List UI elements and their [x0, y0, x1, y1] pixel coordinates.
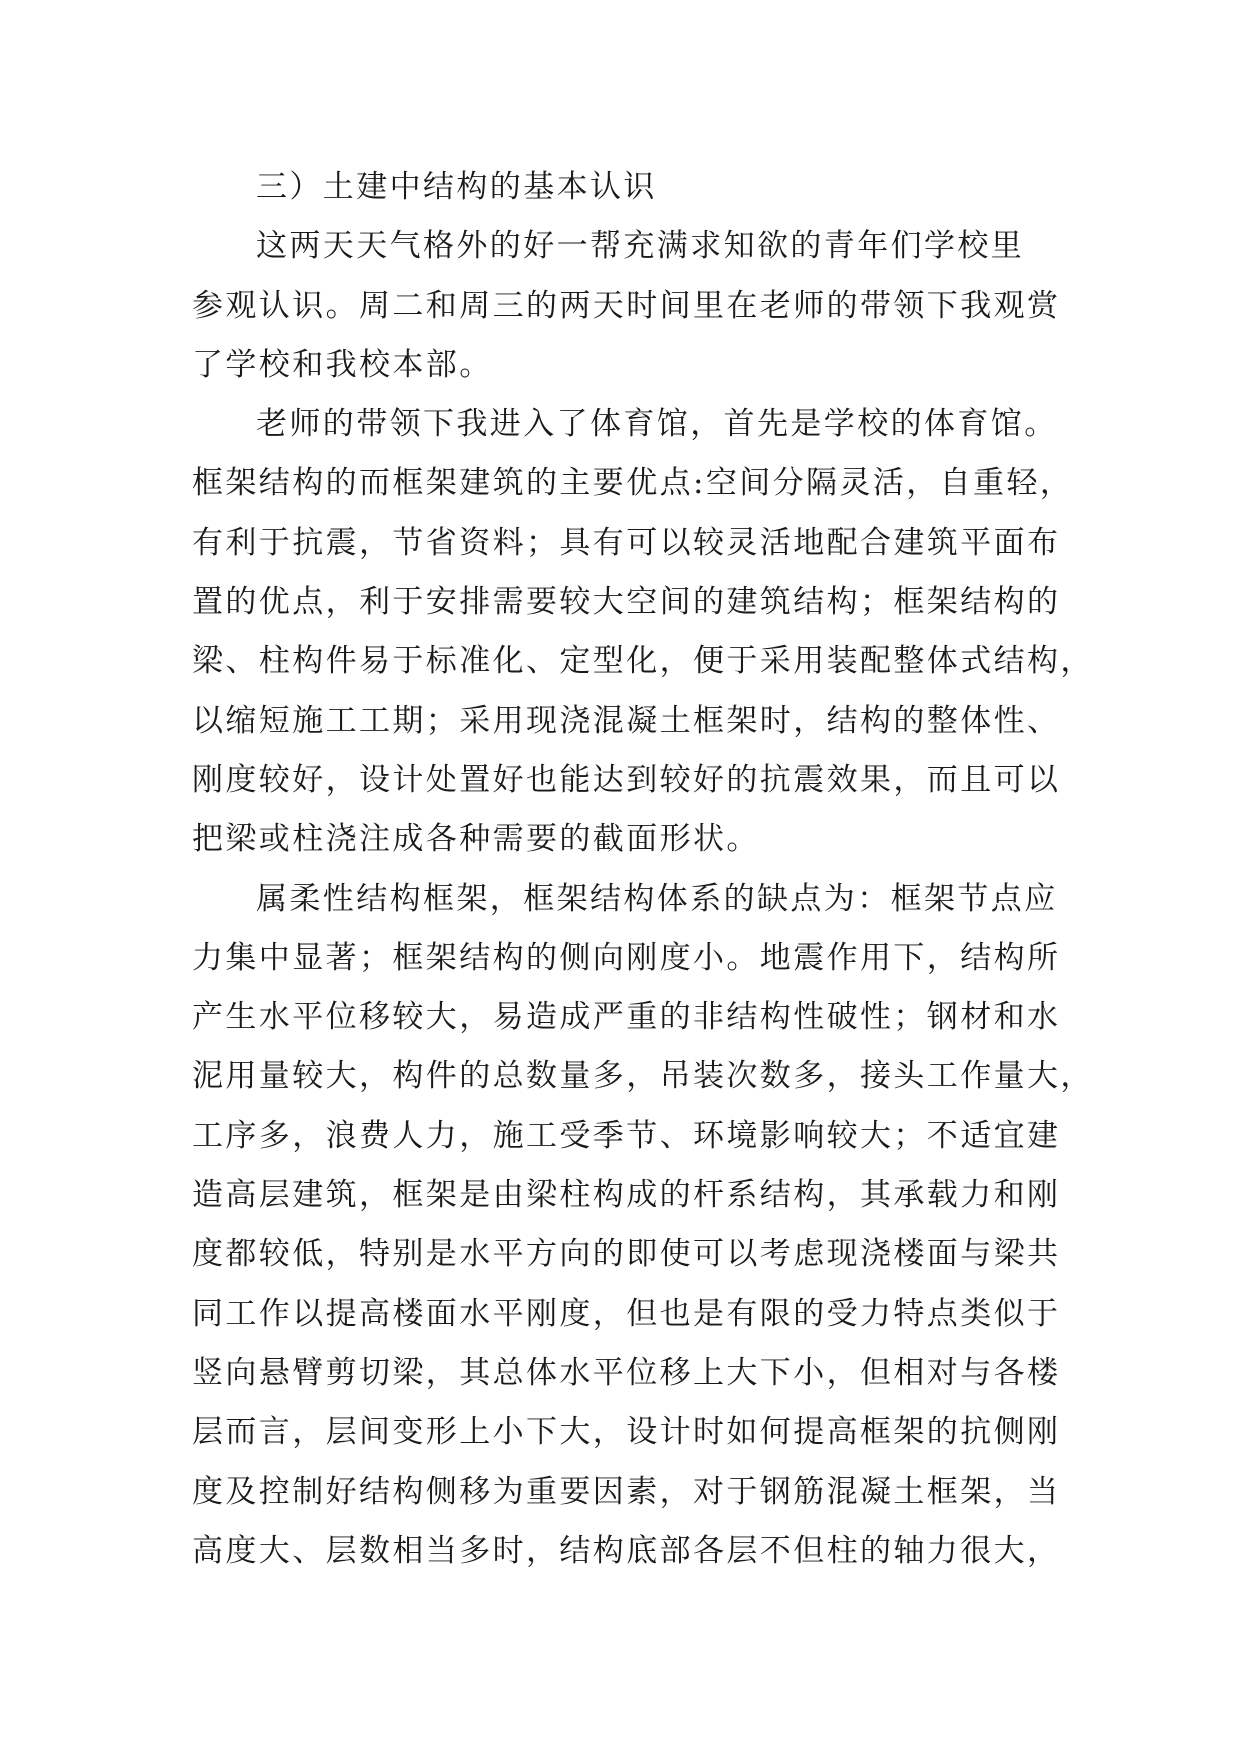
- section-heading: 三）土建中结构的基本认识: [256, 169, 657, 205]
- paragraph-3-line-3: 产生水平位移较大，易造成严重的非结构性破性；钢材和水: [192, 999, 1061, 1036]
- paragraph-1-line-3: 了学校和我校本部。: [192, 346, 493, 383]
- paragraph-2-line-1: 老师的带领下我进入了体育馆，首先是学校的体育馆。: [256, 406, 1058, 443]
- paragraph-3-line-7: 度都较低，特别是水平方向的即使可以考虑现浇楼面与梁共: [192, 1236, 1061, 1273]
- paragraph-3-line-12: 高度大、层数相当多时，结构底部各层不但柱的轴力很大，: [192, 1532, 1061, 1569]
- paragraph-3-line-5: 工序多，浪费人力，施工受季节、环境影响较大；不适宜建: [192, 1117, 1061, 1154]
- paragraph-1-line-2: 参观认识。周二和周三的两天时间里在老师的带领下我观赏: [192, 287, 1061, 324]
- paragraph-2-line-3: 有利于抗震，节省资料；具有可以较灵活地配合建筑平面布: [192, 524, 1061, 561]
- paragraph-3-line-8: 同工作以提高楼面水平刚度，但也是有限的受力特点类似于: [192, 1295, 1061, 1332]
- paragraph-3-line-9: 竖向悬臂剪切梁，其总体水平位移上大下小，但相对与各楼: [192, 1354, 1061, 1391]
- paragraph-3-line-2: 力集中显著；框架结构的侧向刚度小。地震作用下，结构所: [192, 939, 1061, 976]
- paragraph-2-line-8: 把梁或柱浇注成各种需要的截面形状。: [192, 821, 760, 858]
- paragraph-2-line-6: 以缩短施工工期；采用现浇混凝土框架时，结构的整体性、: [192, 702, 1061, 739]
- paragraph-2-line-5: 梁、柱构件易于标准化、定型化，便于采用装配整体式结构，: [192, 643, 1094, 680]
- paragraph-3-line-4: 泥用量较大，构件的总数量多，吊装次数多，接头工作量大，: [192, 1058, 1094, 1095]
- paragraph-3-line-1: 属柔性结构框架，框架结构体系的缺点为：框架节点应: [256, 880, 1058, 917]
- paragraph-2-line-4: 置的优点，利于安排需要较大空间的建筑结构；框架结构的: [192, 584, 1061, 621]
- paragraph-2-line-2: 框架结构的而框架建筑的主要优点:空间分隔灵活，自重轻，: [192, 465, 1074, 502]
- paragraph-2-line-7: 刚度较好，设计处置好也能达到较好的抗震效果，而且可以: [192, 761, 1061, 798]
- paragraph-1-line-1: 这两天天气格外的好一帮充满求知欲的青年们学校里: [256, 228, 1025, 265]
- paragraph-3-line-11: 度及控制好结构侧移为重要因素，对于钢筋混凝土框架，当: [192, 1473, 1061, 1510]
- paragraph-3-line-10: 层而言，层间变形上小下大，设计时如何提高框架的抗侧刚: [192, 1414, 1061, 1451]
- body-text: [192, 158, 1094, 1581]
- paragraph-3-line-6: 造高层建筑，框架是由梁柱构成的杆系结构，其承载力和刚: [192, 1177, 1061, 1214]
